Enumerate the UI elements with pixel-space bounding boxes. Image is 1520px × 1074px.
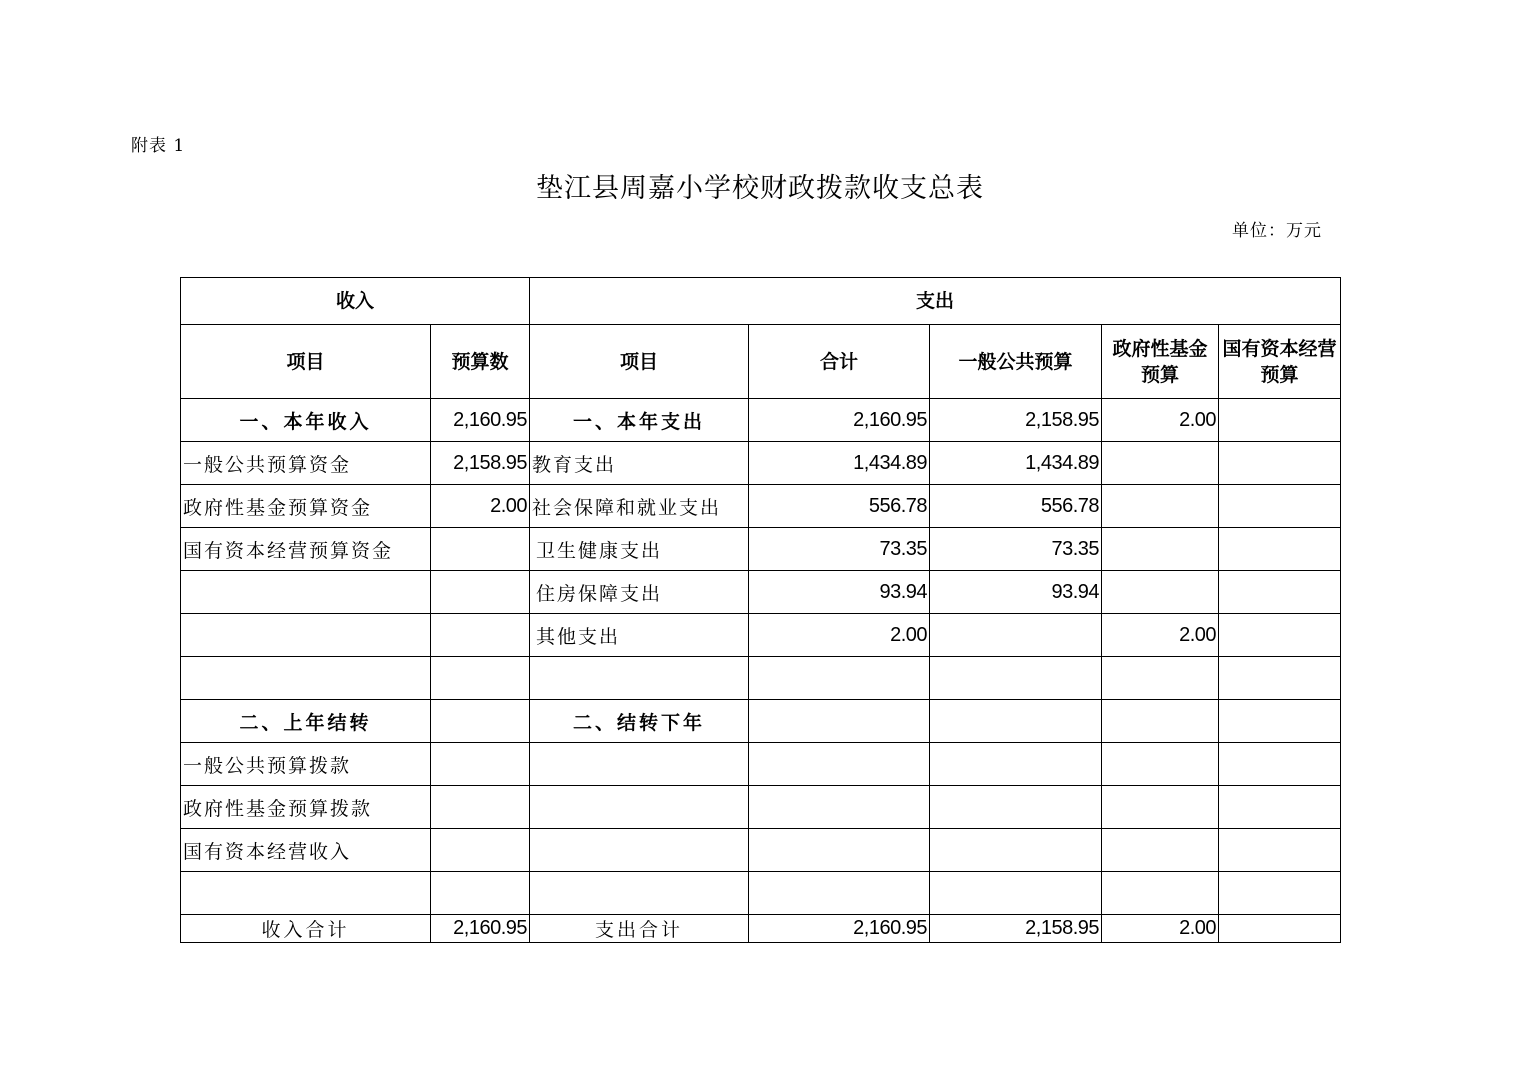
expense-total: 2,160.95 [749, 399, 930, 442]
state-capital-total [1219, 915, 1341, 943]
expense-item: 其他支出 [530, 614, 749, 657]
income-amount [431, 743, 530, 786]
income-amount [431, 786, 530, 829]
expense-total [749, 657, 930, 700]
income-item: 国有资本经营预算资金 [181, 528, 431, 571]
state-capital-amount [1219, 571, 1341, 614]
income-item [181, 657, 431, 700]
income-amount: 2,160.95 [431, 399, 530, 442]
state-capital-amount [1219, 614, 1341, 657]
section-header-row [181, 278, 1341, 325]
income-item: 政府性基金预算拨款 [181, 786, 431, 829]
general-total: 2,158.95 [930, 915, 1102, 943]
state-capital-amount [1219, 743, 1341, 786]
expense-item [530, 872, 749, 915]
expense-item [530, 657, 749, 700]
table-row [181, 442, 1341, 485]
income-amount [431, 829, 530, 872]
expense-total: 556.78 [749, 485, 930, 528]
gov-fund-amount [1102, 872, 1219, 915]
income-amount: 2.00 [431, 485, 530, 528]
expense-total [749, 829, 930, 872]
gov-fund-amount [1102, 442, 1219, 485]
expense-total-label: 支出合计 [530, 915, 749, 943]
general-amount [930, 657, 1102, 700]
income-budget-header: 预算数 [431, 325, 530, 399]
expense-total: 93.94 [749, 571, 930, 614]
state-capital-amount [1219, 657, 1341, 700]
income-item [181, 571, 431, 614]
income-amount [431, 657, 530, 700]
gov-fund-amount [1102, 485, 1219, 528]
general-amount [930, 743, 1102, 786]
expense-item-header: 项目 [530, 325, 749, 399]
general-amount [930, 829, 1102, 872]
expense-item [530, 829, 749, 872]
expense-item [530, 786, 749, 829]
state-capital-amount [1219, 786, 1341, 829]
income-total-label: 收入合计 [181, 915, 431, 943]
state-capital-amount [1219, 700, 1341, 743]
expense-total [749, 872, 930, 915]
expense-item: 教育支出 [530, 442, 749, 485]
gov-fund-amount [1102, 528, 1219, 571]
table-row [181, 786, 1341, 829]
income-item: 政府性基金预算资金 [181, 485, 431, 528]
general-amount: 73.35 [930, 528, 1102, 571]
income-item: 国有资本经营收入 [181, 829, 431, 872]
state-capital-amount [1219, 442, 1341, 485]
annex-label: 附表 1 [131, 136, 186, 156]
expense-total [749, 743, 930, 786]
income-amount [431, 528, 530, 571]
general-amount [930, 872, 1102, 915]
gov-fund-amount [1102, 657, 1219, 700]
income-amount [431, 872, 530, 915]
general-amount: 93.94 [930, 571, 1102, 614]
table-row [181, 657, 1341, 700]
expense-grand-total: 2,160.95 [749, 915, 930, 943]
page-title: 垫江县周嘉小学校财政拨款收支总表 [536, 173, 984, 204]
gov-fund-amount [1102, 700, 1219, 743]
income-item [181, 872, 431, 915]
income-item: 一般公共预算资金 [181, 442, 431, 485]
table-row [181, 829, 1341, 872]
totals-row [181, 915, 1341, 943]
expense-total: 73.35 [749, 528, 930, 571]
expense-item: 二、结转下年 [530, 700, 749, 743]
income-amount [431, 700, 530, 743]
table-row [181, 700, 1341, 743]
expense-item: 社会保障和就业支出 [530, 485, 749, 528]
income-total-amount: 2,160.95 [431, 915, 530, 943]
general-amount: 556.78 [930, 485, 1102, 528]
expense-item: 一、本年支出 [530, 399, 749, 442]
expense-total: 1,434.89 [749, 442, 930, 485]
general-amount: 1,434.89 [930, 442, 1102, 485]
income-item: 二、上年结转 [181, 700, 431, 743]
table-row [181, 485, 1341, 528]
expense-total-header: 合计 [749, 325, 930, 399]
income-item-header: 项目 [181, 325, 431, 399]
general-amount [930, 700, 1102, 743]
income-item: 一般公共预算拨款 [181, 743, 431, 786]
expense-item: 住房保障支出 [530, 571, 749, 614]
table-row [181, 528, 1341, 571]
income-amount [431, 614, 530, 657]
table-row [181, 571, 1341, 614]
unit-label: 单位：万元 [1232, 221, 1322, 241]
table-row [181, 399, 1341, 442]
general-amount [930, 614, 1102, 657]
general-budget-header: 一般公共预算 [930, 325, 1102, 399]
expense-total [749, 700, 930, 743]
expense-section-header: 支出 [530, 278, 1341, 325]
general-amount: 2,158.95 [930, 399, 1102, 442]
gov-fund-amount [1102, 829, 1219, 872]
expense-item: 卫生健康支出 [530, 528, 749, 571]
expense-total [749, 786, 930, 829]
income-amount: 2,158.95 [431, 442, 530, 485]
income-item [181, 614, 431, 657]
gov-fund-amount [1102, 786, 1219, 829]
state-capital-amount [1219, 872, 1341, 915]
state-capital-amount [1219, 485, 1341, 528]
table-row [181, 614, 1341, 657]
income-section-header: 收入 [181, 278, 530, 325]
column-header-row [181, 325, 1341, 399]
budget-summary-table [180, 277, 1341, 943]
gov-fund-amount [1102, 743, 1219, 786]
income-amount [431, 571, 530, 614]
gov-fund-amount: 2.00 [1102, 614, 1219, 657]
table-row [181, 743, 1341, 786]
state-capital-header: 国有资本经营预算 [1219, 325, 1341, 399]
gov-fund-total: 2.00 [1102, 915, 1219, 943]
general-amount [930, 786, 1102, 829]
state-capital-amount [1219, 829, 1341, 872]
state-capital-amount [1219, 399, 1341, 442]
income-item: 一、本年收入 [181, 399, 431, 442]
gov-fund-amount: 2.00 [1102, 399, 1219, 442]
expense-total: 2.00 [749, 614, 930, 657]
gov-fund-amount [1102, 571, 1219, 614]
state-capital-amount [1219, 528, 1341, 571]
gov-fund-header: 政府性基金预算 [1102, 325, 1219, 399]
table-row [181, 872, 1341, 915]
expense-item [530, 743, 749, 786]
